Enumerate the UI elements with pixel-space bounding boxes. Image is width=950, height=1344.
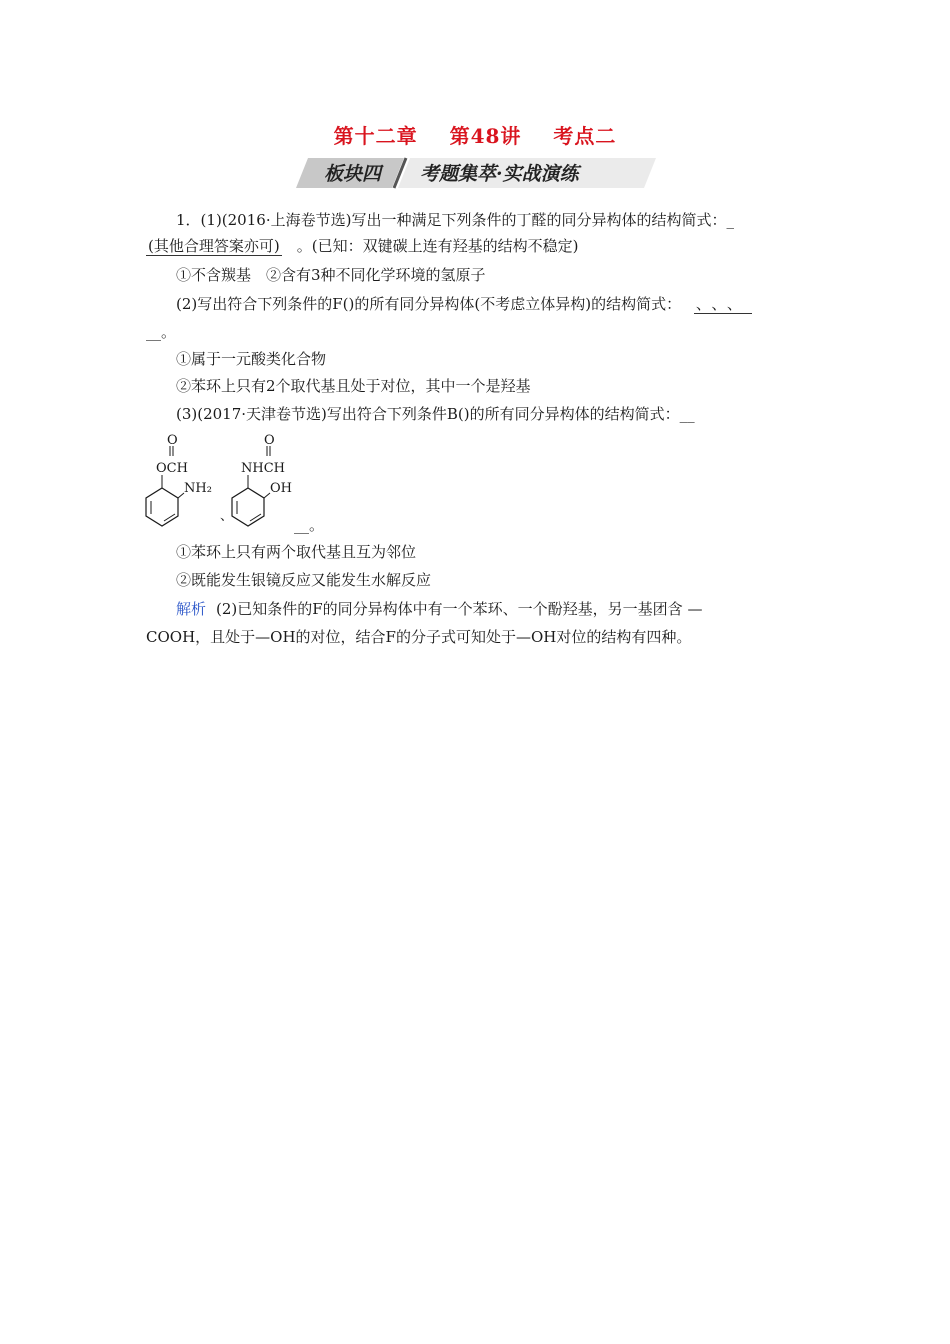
q1-part1-conditions: ①不含羰基 ②含有3种不同化学环境的氢原子 <box>176 266 486 284</box>
q1-part3-cond2: ②既能发生银镜反应又能发生水解反应 <box>176 571 432 589</box>
analysis-label: 解析 <box>176 600 207 618</box>
page-title <box>0 120 950 149</box>
q1-part2-line1 <box>176 294 752 314</box>
analysis-line1 <box>176 599 702 619</box>
q1-part2-line2: __。 <box>146 323 177 341</box>
q1-part1-line2 <box>146 236 578 256</box>
structure-2 <box>232 433 292 526</box>
s2-group: NHCH <box>241 461 285 476</box>
chapter-label: 第十二章 <box>333 124 418 148</box>
s1-substituent: NH₂ <box>184 481 212 496</box>
q1-part2-cond2: ②苯环上只有2个取代基且处于对位，其中一个是羟基 <box>176 377 531 395</box>
section-banner <box>296 156 656 190</box>
q1-part1-note: 。(已知：双键碳上连有羟基的结构不稳定) <box>296 237 579 255</box>
s1-oxygen: O <box>167 433 178 448</box>
analysis-line2: COOH，且处于—OH的对位，结合F的分子式可知处于—OH对位的结构有四种。 <box>146 628 692 646</box>
s2-substituent: OH <box>270 481 292 496</box>
analysis-text1: (2)已知条件的F的同分异构体中有一个苯环、一个酚羟基，另一基团含 — <box>216 600 703 618</box>
s1-group: OCH <box>156 461 188 476</box>
lecture-label: 第48讲 <box>449 124 522 148</box>
q1-part1-answer: (其他合理答案亦可) <box>148 237 280 255</box>
q1-part2-cond1: ①属于一元酸类化合物 <box>176 350 327 368</box>
q1-part2-text: (2)写出符合下列条件的F()的所有同分异构体(不考虑立体异构)的结构简式： <box>176 295 682 313</box>
q1-part3-line1: (3)(2017·天津卷节选)写出符合下列条件B()的所有同分异构体的结构简式：__ <box>176 405 695 423</box>
q1-part3-cond1: ①苯环上只有两个取代基且互为邻位 <box>176 543 417 561</box>
banner-right-text: 考题集萃·实战演练 <box>420 163 579 185</box>
q1-part3-end: __。 <box>294 516 325 534</box>
q1-part2-blanks: 、、、 <box>695 295 750 313</box>
s2-oxygen: O <box>264 433 275 448</box>
banner-left-text: 板块四 <box>324 163 382 185</box>
structure-1 <box>146 433 212 526</box>
q1-part1-line1: 1．(1)(2016·上海卷节选)写出一种满足下列条件的丁醛的同分异构体的结构简式：_ <box>176 211 734 229</box>
point-label: 考点二 <box>553 124 617 148</box>
structure-separator: 、 <box>220 509 234 524</box>
